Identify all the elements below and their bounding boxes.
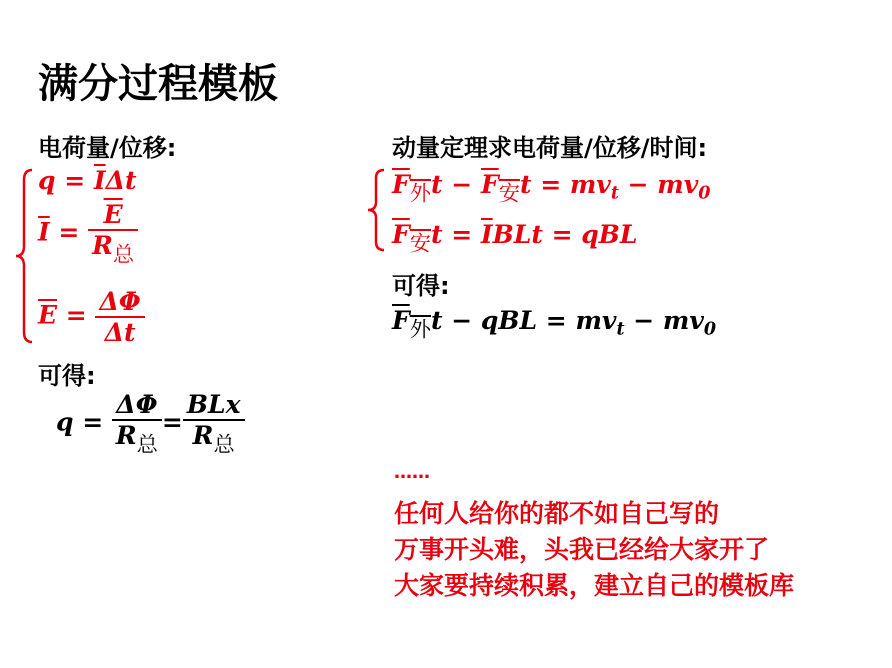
left-brace — [14, 168, 36, 344]
note-line-1: 任何人给你的都不如自己写的 — [394, 499, 720, 528]
right-equation-2: $F_安t = \overline{I}BLt$ = qBL — [392, 220, 638, 257]
note-line-2: 万事开头难，头我已经给大家开了 — [394, 535, 770, 564]
right-result-label: 可得: — [392, 272, 450, 300]
note-ellipsis: …… — [394, 462, 430, 483]
left-equation-3: $\overline{E}$ = $\frac{\Delta\Phi}{\Delta t}$ — [38, 287, 145, 347]
left-heading: 电荷量/位移: — [38, 134, 177, 162]
note-line-3: 大家要持续积累，建立自己的模板库 — [394, 571, 795, 600]
left-equation-2: $\overline{I}$ = $\frac{\overline{E}}{R_总}$ — [38, 200, 138, 268]
left-final-equation: q = $\frac{\Delta\Phi}{R_总}$ = $\frac{\text{BLx}}{R_总}$ — [56, 390, 245, 458]
right-final-equation: $F_外t$ − qBL = $mv_t - mv_0$ — [392, 306, 717, 343]
right-equation-1: $F_外t - F_安t = mv_t - mv_0$ — [392, 170, 711, 207]
right-heading: 动量定理求电荷量/位移/时间: — [392, 134, 708, 162]
right-brace — [366, 168, 388, 254]
left-equation-1: $q = \overline{I}\Delta t$ — [38, 166, 137, 195]
page-title: 满分过程模板 — [38, 61, 278, 107]
left-result-label: 可得: — [38, 362, 96, 390]
